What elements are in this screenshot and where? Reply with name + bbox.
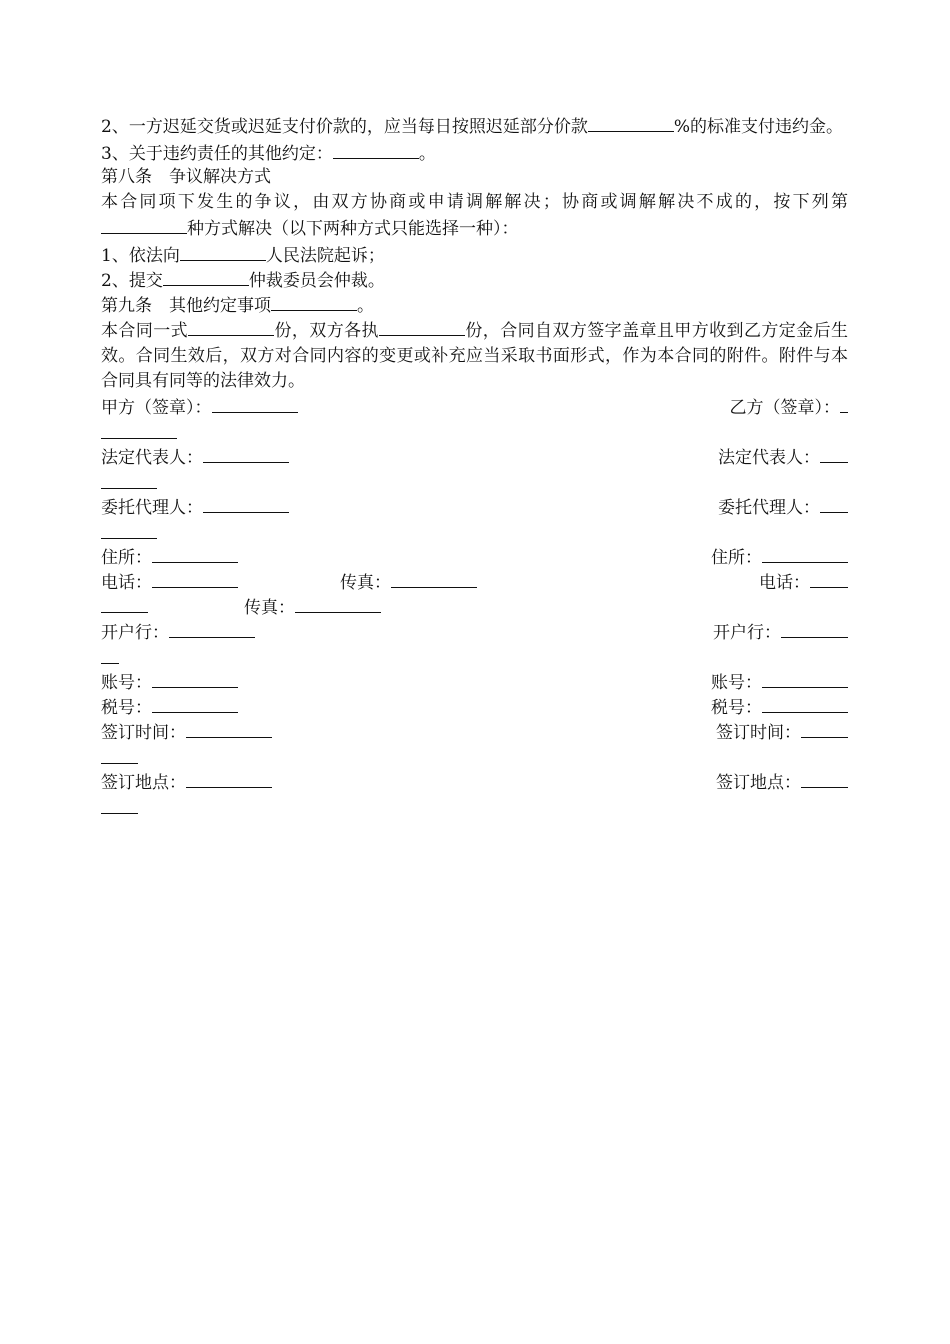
copies-blank[interactable] (188, 317, 274, 336)
party-b-label: 乙方（签章）： (729, 398, 840, 418)
article-8-title: 第八条 争议解决方式 (101, 167, 271, 187)
sign-time-b-blank-wrap[interactable] (101, 745, 138, 764)
phone-b-label: 电话： (759, 573, 810, 593)
article-8-tail: 种方式解决（以下两种方式只能选择一种）： (187, 219, 519, 239)
agent-b-blank-wrap[interactable] (101, 520, 157, 539)
sign-place-b-blank[interactable] (801, 769, 848, 788)
sign-time-b-label: 签订时间： (716, 723, 801, 743)
sign-place-a-label: 签订地点： (101, 773, 186, 793)
party-a-blank[interactable] (212, 394, 298, 413)
tax-row (101, 694, 848, 719)
court-blank[interactable] (180, 242, 266, 261)
sign-place-row (101, 769, 848, 794)
phone-b-blank[interactable] (810, 569, 848, 588)
bank-b-label: 开户行： (713, 623, 781, 643)
tax-a-blank[interactable] (152, 694, 238, 713)
clause-3-tail: 。 (418, 144, 436, 164)
address-b-blank[interactable] (762, 544, 848, 563)
clause-2 (101, 113, 848, 140)
article-9-tail: 。 (357, 296, 374, 316)
final-text-c: 份，合同自双方签字盖章且甲方收到乙方定金后生效。合同生效后，双方对合同内容的变更或补充应当采取书面形式，作为本合同的附件。附件与本合同具有同等的法律效力。 (101, 321, 849, 391)
address-b-label: 住所： (711, 548, 762, 568)
agent-a-label: 委托代理人： (101, 498, 203, 518)
percent-blank[interactable] (588, 113, 674, 132)
final-paragraph (101, 317, 848, 394)
legal-rep-b-blank-wrap[interactable] (101, 470, 157, 489)
bank-a-blank[interactable] (169, 619, 255, 638)
sign-time-b-blank[interactable] (801, 719, 848, 738)
bank-row (101, 619, 848, 644)
account-a-label: 账号： (101, 673, 152, 693)
address-a-label: 住所： (101, 548, 152, 568)
legal-rep-b-label: 法定代表人： (718, 448, 820, 468)
address-row (101, 544, 848, 569)
sign-place-b-blank-wrap[interactable] (101, 795, 138, 814)
final-text-a: 本合同一式 (101, 321, 189, 341)
bank-a-label: 开户行： (101, 623, 169, 643)
dispute-method-blank[interactable] (101, 215, 187, 234)
fax-a-blank[interactable] (391, 569, 477, 588)
legal-rep-a-blank[interactable] (203, 444, 289, 463)
arbitration-blank[interactable] (163, 267, 249, 286)
agent-b-label: 委托代理人： (718, 498, 820, 518)
party-b-blank[interactable] (840, 394, 848, 413)
clause-2-tail: %的标准支付违约金。 (673, 117, 843, 137)
agent-a-blank[interactable] (203, 494, 289, 513)
phone-a-blank[interactable] (152, 569, 238, 588)
party-b-blank-wrap[interactable] (101, 420, 177, 439)
tax-b-blank[interactable] (762, 694, 848, 713)
tax-b-label: 税号： (711, 698, 762, 718)
agent-row (101, 494, 848, 519)
sign-time-a-label: 签订时间： (101, 723, 186, 743)
contract-body (101, 113, 848, 819)
article-9-text: 第九条 其他约定事项 (101, 296, 271, 316)
option-2-tail: 仲裁委员会仲裁。 (248, 271, 385, 291)
fax-b-label: 传真： (244, 598, 295, 618)
legal-rep-b-blank[interactable] (820, 444, 848, 463)
address-a-blank[interactable] (152, 544, 238, 563)
final-text-b: 份，双方各执 (274, 321, 379, 341)
clause-3 (101, 140, 848, 165)
clause-2-text: 2、一方迟延交货或迟延支付价款的，应当每日按照迟延部分价款 (101, 117, 588, 137)
clause-3-text: 3、关于违约责任的其他约定： (101, 144, 333, 164)
option-2-text: 2、提交 (101, 271, 163, 291)
account-a-blank[interactable] (152, 669, 238, 688)
bank-b-blank[interactable] (781, 619, 848, 638)
legal-rep-a-label: 法定代表人： (101, 448, 203, 468)
account-b-blank[interactable] (762, 669, 848, 688)
account-b-label: 账号： (711, 673, 762, 693)
other-matters-blank[interactable] (271, 292, 357, 311)
fax-b-blank[interactable] (295, 594, 381, 613)
party-row (101, 394, 848, 419)
other-liability-blank[interactable] (333, 140, 419, 159)
sign-time-a-blank[interactable] (186, 719, 272, 738)
bank-b-blank-wrap[interactable] (101, 645, 119, 664)
sign-place-a-blank[interactable] (186, 769, 272, 788)
copies-each-blank[interactable] (379, 317, 465, 336)
article-8-text: 本合同项下发生的争议，由双方协商或申请调解解决；协商或调解解决不成的，按下列第 (101, 192, 848, 212)
option-2 (101, 267, 848, 292)
sign-time-row (101, 719, 848, 744)
article-8-paragraph (101, 190, 848, 242)
phone-a-label: 电话： (101, 573, 152, 593)
option-1-tail: 人民法院起诉； (265, 246, 385, 266)
article-9 (101, 292, 848, 317)
phone-b-blank-wrap[interactable] (101, 594, 148, 613)
party-a-label: 甲方（签章）： (101, 398, 212, 418)
tax-a-label: 税号： (101, 698, 152, 718)
phone-fax-row (101, 569, 848, 594)
account-row (101, 669, 848, 694)
option-1 (101, 242, 848, 267)
legal-rep-row (101, 444, 848, 469)
option-1-text: 1、依法向 (101, 246, 180, 266)
sign-place-b-label: 签订地点： (716, 773, 801, 793)
agent-b-blank[interactable] (820, 494, 848, 513)
phone-fax-wrap-row (101, 594, 848, 619)
fax-a-label: 传真： (340, 573, 391, 593)
